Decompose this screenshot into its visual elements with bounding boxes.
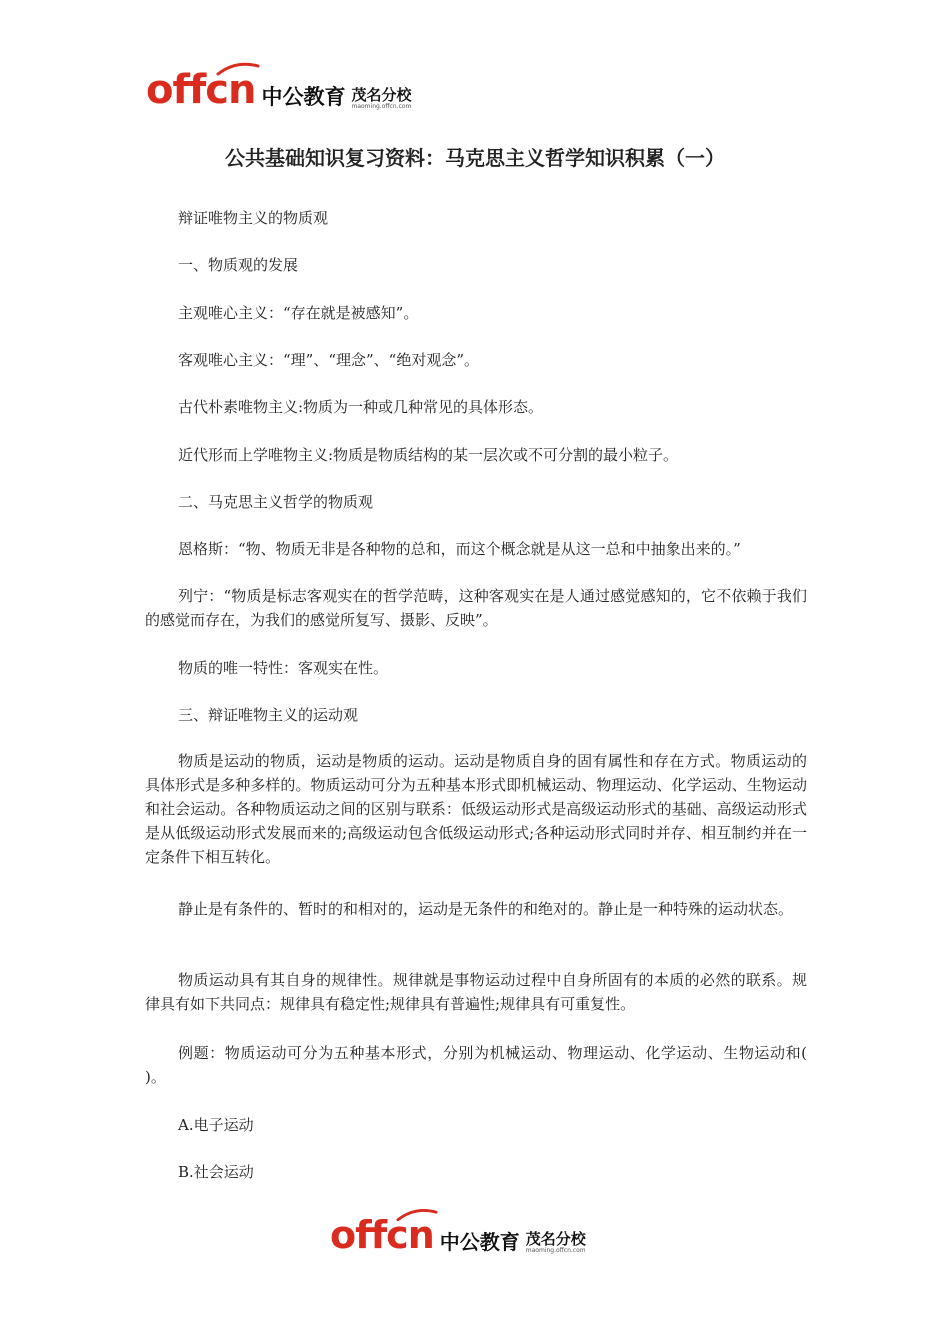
paragraph: 物质的唯一特性：客观实在性。 xyxy=(178,659,389,677)
paragraph: 例题：物质运动可分为五种基本形式，分别为机械运动、物理运动、化学运动、生物运动和( )。 xyxy=(145,1044,807,1086)
paragraph: 近代形而上学唯物主义:物质是物质结构的某一层次或不可分割的最小粒子。 xyxy=(178,446,679,464)
offcn-brand-mark xyxy=(330,1213,434,1257)
branch-block xyxy=(351,88,411,110)
footer-logo xyxy=(330,1213,586,1257)
paragraph: 三、辩证唯物主义的运动观 xyxy=(178,706,359,724)
swoosh-icon xyxy=(216,62,260,76)
brand-chinese-name: 中公教育 xyxy=(439,1230,520,1254)
document-title: 公共基础知识复习资料：马克思主义哲学知识积累（一） xyxy=(225,146,725,170)
paragraph: 辩证唯物主义的物质观 xyxy=(178,209,329,227)
branch-block xyxy=(526,1232,586,1254)
brand-text: offcn xyxy=(146,67,256,113)
paragraph: 静止是有条件的、暂时的和相对的，运动是无条件的和绝对的。静止是一种特殊的运动状态。 xyxy=(178,900,794,918)
paragraph: 一、物质观的发展 xyxy=(178,256,299,274)
paragraph: 客观唯心主义：“理”、“理念”、“绝对观念”。 xyxy=(178,351,480,369)
paragraph: A.电子运动 xyxy=(178,1116,254,1134)
paragraph: 二、马克思主义哲学的物质观 xyxy=(178,493,374,511)
branch-url: maoming.offcn.com xyxy=(525,1247,586,1254)
brand-chinese-name: 中公教育 xyxy=(261,85,346,109)
swoosh-icon xyxy=(396,1208,438,1222)
branch-name: 茂名分校 xyxy=(525,1230,586,1248)
header-logo xyxy=(146,67,412,113)
offcn-brand-mark xyxy=(146,67,256,113)
brand-text: offcn xyxy=(330,1213,434,1257)
paragraph: 物质是运动的物质，运动是物质的运动。运动是物质自身的固有属性和存在方式。物质运动的具体形式是多种多样的。物质运动可分为五种基本形式即机械运动、物理运动、化学运动、生物运动和社会运动。各种物质运动之间的区别与联系：低级运动形式是高级运动形式的基础、高级运动形式是从低级运动形式发展而来的;高级运动包含低级运动形式;各种运动形式同时并存、相互制约并在一定条件下相互转化。 xyxy=(145,752,807,866)
paragraph: 恩格斯：“物、物质无非是各种物的总和，而这个概念就是从这一总和中抽象出来的。” xyxy=(178,540,741,558)
paragraph: 古代朴素唯物主义:物质为一种或几种常见的具体形态。 xyxy=(178,398,544,416)
paragraph: B.社会运动 xyxy=(178,1163,254,1181)
paragraph: 列宁：“物质是标志客观实在的哲学范畴，这种客观实在是人通过感觉感知的，它不依赖于我们的感觉而存在，为我们的感觉所复写、摄影、反映”。 xyxy=(145,587,807,629)
branch-name: 茂名分校 xyxy=(351,86,412,104)
paragraph: 物质运动具有其自身的规律性。规律就是事物运动过程中自身所固有的本质的必然的联系。规律具有如下共同点：规律具有稳定性;规律具有普遍性;规律具有可重复性。 xyxy=(145,971,807,1013)
paragraph: 主观唯心主义：“存在就是被感知”。 xyxy=(178,304,419,322)
branch-url: maoming.offcn.com xyxy=(351,103,412,110)
